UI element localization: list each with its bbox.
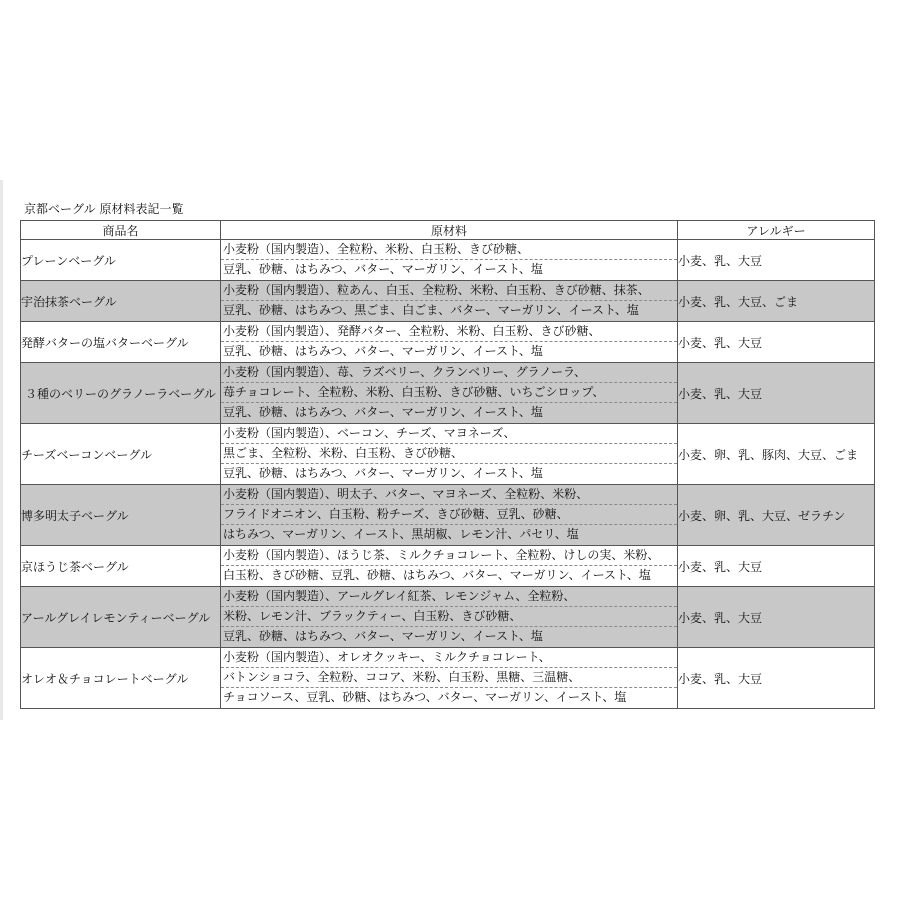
ingredient-line: 小麦粉（国内製造）、粒あん、白玉、全粒粉、米粉、白玉粉、きび砂糖、抹茶、 [221, 281, 677, 301]
product-name-cell: 博多明太子ベーグル [21, 485, 221, 546]
ingredient-line: フライドオニオン、白玉粉、粉チーズ、きび砂糖、豆乳、砂糖、 [221, 505, 677, 525]
header-allergy: アレルギー [678, 221, 875, 240]
product-name-cell: ３種のベリーのグラノーラベーグル [21, 363, 221, 424]
product-name-cell: チーズベーコンベーグル [21, 424, 221, 485]
sheet-edge [0, 180, 3, 720]
product-name-cell: アールグレイレモンティーベーグル [21, 587, 221, 648]
allergy-cell: 小麦、乳、大豆 [678, 240, 875, 281]
product-name-cell: 京ほうじ茶ベーグル [21, 546, 221, 587]
product-name-cell: 発酵バターの塩バターベーグル [21, 322, 221, 363]
product-name-cell: 宇治抹茶ベーグル [21, 281, 221, 322]
product-name-cell: オレオ＆チョコレートベーグル [21, 648, 221, 709]
ingredient-line: 米粉、レモン汁、ブラックティー、白玉粉、きび砂糖、 [221, 607, 677, 627]
table-row [21, 485, 875, 546]
ingredient-line: 小麦粉（国内製造）、ベーコン、チーズ、マヨネーズ、 [221, 424, 677, 444]
ingredient-line: 小麦粉（国内製造）、明太子、バター、マヨネーズ、全粒粉、米粉、 [221, 485, 677, 505]
ingredient-line: 小麦粉（国内製造）、苺、ラズベリー、クランベリー、グラノーラ、 [221, 363, 677, 383]
table-row [21, 363, 875, 424]
ingredient-line: はちみつ、マーガリン、イースト、黒胡椒、レモン汁、パセリ、塩 [223, 527, 579, 541]
ingredient-line: 豆乳、砂糖、はちみつ、バター、マーガリン、イースト、塩 [223, 629, 543, 643]
ingredients-cell [221, 546, 678, 587]
ingredients-cell [221, 648, 678, 709]
product-name-cell: プレーンベーグル [21, 240, 221, 281]
allergy-cell: 小麦、乳、大豆 [678, 546, 875, 587]
ingredient-line: 小麦粉（国内製造）、アールグレイ紅茶、レモンジャム、全粒粉、 [221, 587, 677, 607]
header-ingredients: 原材料 [221, 221, 678, 240]
ingredient-line: 苺チョコレート、全粒粉、米粉、白玉粉、きび砂糖、いちごシロップ、 [221, 383, 677, 403]
ingredient-line: 小麦粉（国内製造）、ほうじ茶、ミルクチョコレート、全粒粉、けしの実、米粉、 [221, 546, 677, 566]
ingredient-line: 小麦粉（国内製造）、全粒粉、米粉、白玉粉、きび砂糖、 [221, 240, 677, 260]
ingredient-line: 小麦粉（国内製造）、オレオクッキー、ミルクチョコレート、 [221, 648, 677, 668]
ingredients-cell [221, 322, 678, 363]
ingredient-line: 豆乳、砂糖、はちみつ、バター、マーガリン、イースト、塩 [223, 405, 543, 419]
ingredients-cell [221, 424, 678, 485]
header-row [21, 221, 875, 240]
ingredient-line: 豆乳、砂糖、はちみつ、バター、マーガリン、イースト、塩 [223, 262, 543, 276]
table-row [21, 322, 875, 363]
table-row [21, 240, 875, 281]
allergy-cell: 小麦、乳、大豆、ごま [678, 281, 875, 322]
table-row [21, 648, 875, 709]
allergy-cell: 小麦、乳、大豆 [678, 587, 875, 648]
ingredient-line: 白玉粉、きび砂糖、豆乳、砂糖、はちみつ、バター、マーガリン、イースト、塩 [223, 568, 651, 582]
allergy-cell: 小麦、乳、大豆 [678, 363, 875, 424]
header-product: 商品名 [21, 221, 221, 240]
ingredient-line: 豆乳、砂糖、はちみつ、バター、マーガリン、イースト、塩 [223, 344, 543, 358]
ingredient-line: チョコソース、豆乳、砂糖、はちみつ、バター、マーガリン、イースト、塩 [223, 690, 627, 704]
table-row [21, 281, 875, 322]
allergy-cell: 小麦、卵、乳、豚肉、大豆、ごま [678, 424, 875, 485]
document-title: 京都ベーグル 原材料表記一覧 [24, 202, 184, 216]
allergy-cell: 小麦、卵、乳、大豆、ゼラチン [678, 485, 875, 546]
ingredients-cell [221, 363, 678, 424]
allergy-cell: 小麦、乳、大豆 [678, 648, 875, 709]
ingredient-line: 小麦粉（国内製造）、発酵バター、全粒粉、米粉、白玉粉、きび砂糖、 [221, 322, 677, 342]
table-row [21, 546, 875, 587]
table-row [21, 587, 875, 648]
ingredients-cell [221, 587, 678, 648]
allergy-cell: 小麦、乳、大豆 [678, 322, 875, 363]
table-row [21, 424, 875, 485]
ingredients-cell [221, 240, 678, 281]
ingredient-line: 豆乳、砂糖、はちみつ、黒ごま、白ごま、バター、マーガリン、イースト、塩 [223, 303, 639, 317]
ingredient-line: バトンショコラ、全粒粉、ココア、米粉、白玉粉、黒糖、三温糖、 [221, 668, 677, 688]
ingredient-line: 黒ごま、全粒粉、米粉、白玉粉、きび砂糖、 [221, 444, 677, 464]
ingredients-cell [221, 281, 678, 322]
ingredients-cell [221, 485, 678, 546]
ingredient-line: 豆乳、砂糖、はちみつ、バター、マーガリン、イースト、塩 [223, 466, 543, 480]
ingredients-table [20, 220, 875, 709]
